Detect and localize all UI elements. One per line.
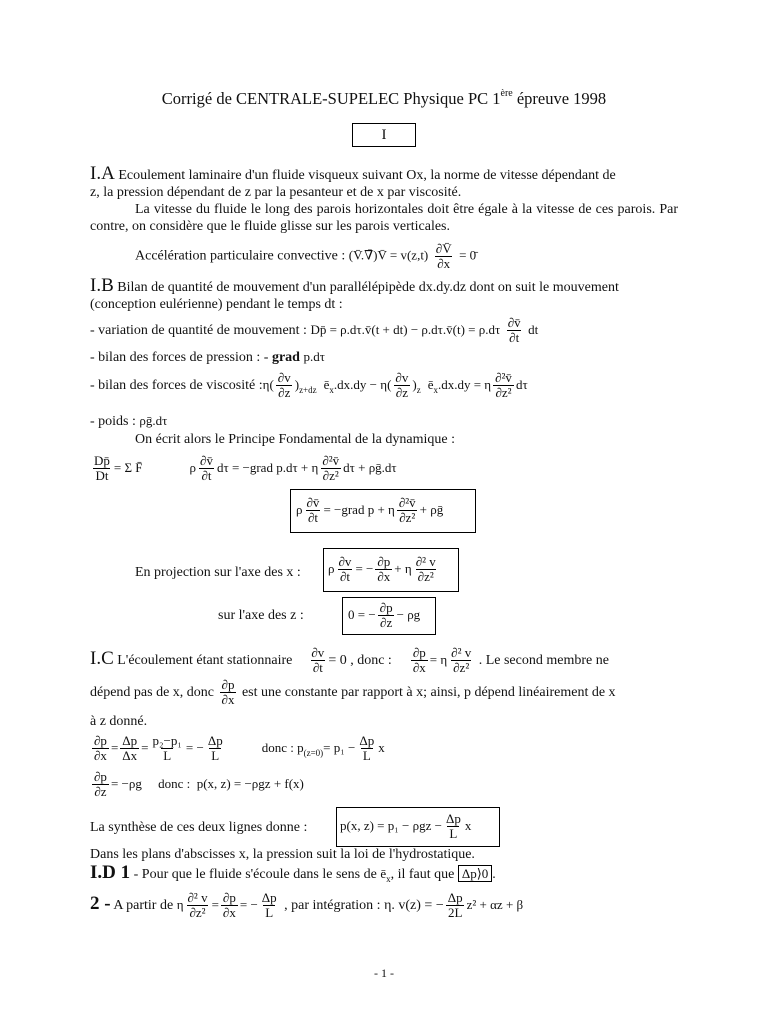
weight: - poids : ρḡ.dτ (90, 413, 168, 429)
section-IC-line3: à z donné. (90, 714, 148, 729)
fraction: $\frac{\Delta p}{L}$ (207, 733, 223, 764)
fraction: $\frac{\Delta p}{L}$ (359, 733, 375, 764)
fraction: $\frac{\text{∂²v̄}}{\text{∂z²}}$ (398, 495, 416, 526)
fraction: $\frac{\text{∂²v̄}}{\text{∂z²}}$ (322, 453, 340, 484)
fraction: $\frac{\Delta p}{L}$ (261, 890, 277, 921)
section-IA-intro: I.A Ecoulement laminaire d'un fluide visqueux suivant Ox, la norme de vitesse dépendant de (90, 163, 616, 184)
fraction: $\frac{\text{∂² v}}{\text{∂z²}}$ (451, 645, 472, 676)
projection-z-label: sur l'axe des z : (218, 608, 304, 623)
fraction: $\frac{\partial v̄}{\partial t}$ (200, 453, 213, 484)
viscosity-forces: - bilan des forces de viscosité :η( $\frac{\partial v}{\partial z}$ )$_{z+dz}$ $ē_x.dx.dy - \eta$( $\frac{\partial v}{\partial z}$ )$_z$ $ē_x.dx.dy = \eta$ $\frac{\text{∂²v̄}}{\text{∂z²}}$ dτ (90, 370, 528, 401)
synthesis-equation: p(x, z) = p₁ − ρgz − $\frac{\Delta p}{L}$ x (340, 811, 472, 842)
convective-acceleration: Accélération particulaire convective : (V̄.∇̄)V̄ = v(z,t) $\frac{\partial V̄}{\partial x}$ = 0̄ (135, 241, 477, 271)
pressure-gradient-z: $\frac{\partial p}{\partial z}$ = −ρg donc : p(x, z) = −ρgz + f(x) (94, 769, 304, 800)
synthesis-label: La synthèse de ces deux lignes donne : (90, 820, 308, 835)
section-number-box: I (352, 123, 416, 147)
pressure-forces: - bilan des forces de pression : - grad p.dτ (90, 349, 325, 365)
condition-box: Δp⟩0 (458, 865, 492, 882)
fraction: $\frac{\partial p}{\partial x}$ (222, 890, 236, 921)
fraction: $\frac{\partial p}{\partial z}$ (94, 769, 107, 800)
section-IC-line1: I.C L'écoulement étant stationnaire $\frac{\partial v}{\partial t}$ = 0 , donc : $\frac{\partial p}{\partial x}$ = η $\frac{\text{∂² v}}{\text{∂z²}}$ . Le second membre ne (90, 645, 609, 676)
section-IC-label: I.C (90, 648, 114, 669)
section-IA-label: I.A (90, 163, 115, 184)
momentum-variation: - variation de quantité de mouvement : Dp̄ = ρ.dτ.v̄(t + dt) − ρ.dτ.v̄(t) = ρ.dτ $\frac{\partial v̄}{\partial t}$ dt (90, 315, 539, 346)
projection-z: 0 = − $\frac{\partial p}{\partial z}$ − ρg (348, 600, 421, 631)
section-ID-1: I.D 1 - Pour que le fluide s'écoule dans le sens de $ē_x$, il faut que Δp⟩0 . (90, 862, 496, 884)
fraction: $\frac{\partial p}{\partial x}$ (412, 645, 426, 676)
fraction: $\frac{\partial p}{\partial x}$ (221, 677, 235, 708)
section-IC-line2: dépend pas de x, donc $\frac{\partial p}{\partial x}$ est une constante par rapport à x; ainsi, p dépend linéairement de x (90, 677, 616, 708)
fraction: $\frac{\partial v̄}{\partial t}$ (507, 315, 521, 346)
section-IB-label: I.B (90, 275, 114, 296)
projection-x: ρ $\frac{\partial v}{\partial t}$ = − $\frac{\partial p}{\partial x}$ + η $\frac{\text{∂² v}}{\text{∂z²}}$ (328, 554, 436, 585)
section-IA-para2: La vitesse du fluide le long des parois horizontales doit être égale à la vitesse de ces parois. Par contre, on considère que le fluide glisse sur les parois verticales. (90, 202, 678, 234)
fraction: $\frac{\partial V̄}{\partial x}$ (435, 241, 452, 271)
pfd-equation: $\frac{Dp̄}{Dt}$ = Σ F̄ ρ $\frac{\partial v̄}{\partial t}$ dτ = −grad p.dτ + η $\frac{\text{∂²v̄}}{\text{∂z²}}$ dτ + ρḡ.dτ (94, 453, 397, 484)
section-ID-label: I.D 1 (90, 862, 131, 883)
fraction: $\frac{\Delta p}{2L}$ (447, 890, 463, 921)
fraction: $\frac{Dp̄}{Dt}$ (94, 453, 110, 484)
pressure-gradient-x: $\frac{\partial p}{\partial x}$ = $\frac{\Delta p}{\Delta x}$ = $\frac{\text{p₂−p₁}}{L}$ = − $\frac{\Delta p}{L}$ donc : $p_{(z=0)}= p_1$ − $\frac{\Delta p}{L}$ x (94, 733, 385, 764)
page-title: Corrigé de CENTRALE-SUPELEC Physique PC 1ère épreuve 1998 (161, 88, 607, 108)
section-IA-line2: z, la pression dépendant de z par la pesanteur et de x par viscosité. (90, 185, 462, 200)
section-IB-intro2: (conception eulérienne) pendant le temps dt : (90, 297, 343, 312)
navier-stokes: ρ $\frac{\partial v̄}{\partial t}$ = −grad p + η $\frac{\text{∂²v̄}}{\text{∂z²}}$ + ρḡ (296, 495, 444, 526)
hydrostatic-note: Dans les plans d'abscisses x, la pression suit la loi de l'hydrostatique. (90, 847, 475, 862)
fraction: $\frac{\partial v}{\partial t}$ (338, 554, 352, 585)
fraction: $\frac{\partial v}{\partial z}$ (277, 370, 291, 401)
fraction: $\frac{\partial p}{\partial z}$ (379, 600, 393, 631)
fraction: $\frac{\text{∂² v}}{\text{∂z²}}$ (187, 890, 208, 921)
fraction: $\frac{\partial v}{\partial t}$ (311, 645, 325, 676)
fraction: $\frac{\text{p₂−p₁}}{L}$ (152, 733, 182, 764)
fraction: $\frac{\Delta p}{L}$ (445, 811, 461, 842)
projection-x-label: En projection sur l'axe des x : (135, 565, 301, 580)
pfd-intro: On écrit alors le Principe Fondamental de la dynamique : (135, 432, 455, 447)
fraction: $\frac{\partial p}{\partial x}$ (94, 733, 107, 764)
fraction: $\frac{\Delta p}{\Delta x}$ (122, 733, 138, 764)
fraction: $\frac{\text{∂²v̄}}{\text{∂z²}}$ (495, 370, 512, 401)
section-IB-intro: I.B Bilan de quantité de mouvement d'un parallélépipède dx.dy.dz dont on suit le mouvement (90, 275, 619, 296)
page-number: - 1 - (374, 966, 394, 980)
fraction: $\frac{\text{∂² v}}{\text{∂z²}}$ (415, 554, 436, 585)
fraction: $\frac{\partial v̄}{\partial t}$ (306, 495, 320, 526)
fraction: $\frac{\partial v}{\partial z}$ (395, 370, 409, 401)
fraction: $\frac{\partial p}{\partial x}$ (377, 554, 391, 585)
section-ID-2: 2 - A partir de η $\frac{\text{∂² v}}{\text{∂z²}}$ = $\frac{\partial p}{\partial x}$ = − $\frac{\Delta p}{L}$ , par intégration : η. v(z) = − $\frac{\Delta p}{2L}$ z² + αz + β (90, 890, 524, 921)
